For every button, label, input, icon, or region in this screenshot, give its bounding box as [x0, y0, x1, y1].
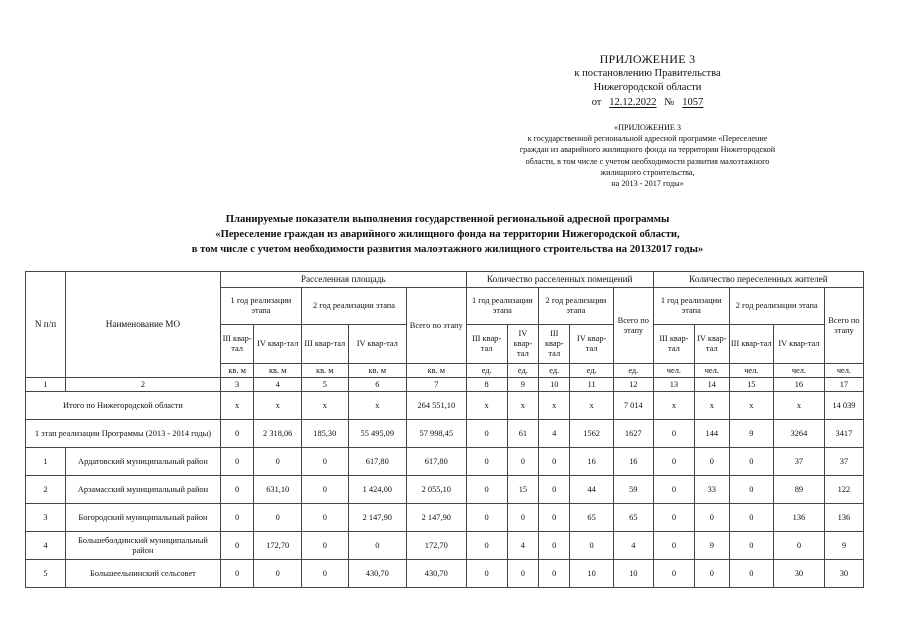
column-number: 17 [824, 378, 863, 392]
value-cell: 0 [220, 476, 254, 504]
value-cell: 9 [824, 532, 863, 560]
municipality-name: Ардатовский муниципальный район [66, 448, 221, 476]
summary-row-label: Итого по Нижегородской области [26, 392, 221, 420]
quote-line-5: на 2013 - 2017 годы» [611, 179, 684, 189]
table-row [26, 420, 864, 448]
value-cell: 16 [613, 448, 653, 476]
value-cell: 0 [302, 448, 349, 476]
header-residents-year1: 1 год реализации этапа [653, 288, 729, 325]
value-cell: 172,70 [254, 532, 302, 560]
appendix-line-2: Нижегородской области [593, 82, 702, 93]
row-number: 4 [26, 532, 66, 560]
header-quarter: III квар-тал [729, 325, 773, 364]
header-residents-year2: 2 год реализации этапа [729, 288, 824, 325]
unit-cell: ед. [570, 364, 613, 378]
value-cell: 2 318,06 [254, 420, 302, 448]
date-prefix: от [591, 96, 602, 108]
header-area-year1: 1 год реализации этапа [220, 288, 301, 325]
value-cell: 136 [773, 504, 824, 532]
value-cell: 1 424,00 [348, 476, 406, 504]
municipality-name: Большеболдинский муниципальный район [66, 532, 221, 560]
value-cell: 0 [539, 504, 570, 532]
column-number-row [26, 378, 864, 392]
header-quarter: IV квар-тал [773, 325, 824, 364]
column-number: 16 [773, 378, 824, 392]
value-cell: 631,10 [254, 476, 302, 504]
column-number: 3 [220, 378, 254, 392]
municipality-name: Большеельнинский сельсовет [66, 560, 221, 588]
value-cell: 617,80 [348, 448, 406, 476]
header-area-total: Всего по этапу [407, 288, 467, 364]
value-cell: 57 998,45 [407, 420, 467, 448]
value-cell: 0 [348, 532, 406, 560]
value-cell: x [348, 392, 406, 420]
value-cell: 0 [539, 560, 570, 588]
row-number: 5 [26, 560, 66, 588]
value-cell: 44 [570, 476, 613, 504]
appendix-title: ПРИЛОЖЕНИЕ 3 [599, 52, 696, 66]
column-number: 4 [254, 378, 302, 392]
value-cell: 0 [220, 448, 254, 476]
quote-line-3: области, в том числе с учетом необходимости развития малоэтажного [525, 156, 770, 166]
unit-cell: ед. [466, 364, 507, 378]
unit-cell: ед. [613, 364, 653, 378]
value-cell: x [507, 392, 538, 420]
value-cell: 0 [729, 560, 773, 588]
header-quarter: III квар-тал [653, 325, 694, 364]
title-line-1: Планируемые показатели выполнения государственной региональной адресной программы [225, 214, 670, 225]
header-area-group: Расселенная площадь [220, 272, 466, 288]
value-cell: 7 014 [613, 392, 653, 420]
program-reference [470, 122, 825, 189]
column-number: 8 [466, 378, 507, 392]
unit-cell: ед. [507, 364, 538, 378]
value-cell: 0 [539, 448, 570, 476]
unit-cell: чел. [729, 364, 773, 378]
value-cell: 1627 [613, 420, 653, 448]
header-rooms-year1: 1 год реализации этапа [466, 288, 539, 325]
value-cell: 0 [507, 448, 538, 476]
value-cell: 430,70 [407, 560, 467, 588]
value-cell: 37 [824, 448, 863, 476]
value-cell: 144 [694, 420, 729, 448]
value-cell: 55 495,09 [348, 420, 406, 448]
value-cell: 2 147,90 [407, 504, 467, 532]
row-number: 3 [26, 504, 66, 532]
value-cell: 136 [824, 504, 863, 532]
value-cell: 0 [466, 476, 507, 504]
value-cell: 10 [570, 560, 613, 588]
value-cell: 0 [653, 504, 694, 532]
value-cell: x [773, 392, 824, 420]
indicators-table [25, 271, 864, 588]
decree-date: 12.12.2022 [609, 96, 657, 108]
value-cell: 0 [254, 504, 302, 532]
column-number: 2 [66, 378, 221, 392]
value-cell: 0 [302, 504, 349, 532]
header-quarter: III квар-тал [302, 325, 349, 364]
value-cell: 0 [653, 560, 694, 588]
municipality-name: Арзамасский муниципальный район [66, 476, 221, 504]
value-cell: 0 [466, 448, 507, 476]
value-cell: 0 [729, 532, 773, 560]
value-cell: 0 [302, 560, 349, 588]
header-quarter: III квар-тал [539, 325, 570, 364]
value-cell: 430,70 [348, 560, 406, 588]
unit-cell: чел. [694, 364, 729, 378]
value-cell: 3264 [773, 420, 824, 448]
value-cell: x [466, 392, 507, 420]
value-cell: 0 [254, 560, 302, 588]
value-cell: x [302, 392, 349, 420]
value-cell: 617,80 [407, 448, 467, 476]
header-area-year2: 2 год реализации этапа [302, 288, 407, 325]
value-cell: x [729, 392, 773, 420]
table-row [26, 476, 864, 504]
unit-cell: кв. м [348, 364, 406, 378]
municipality-name: Богородский муниципальный район [66, 504, 221, 532]
value-cell: 30 [773, 560, 824, 588]
quote-line-4: жилищного строительства, [600, 167, 695, 177]
table-row [26, 560, 864, 588]
value-cell: 0 [653, 532, 694, 560]
header-name: Наименование МО [66, 272, 221, 378]
value-cell: 185,30 [302, 420, 349, 448]
value-cell: 0 [694, 560, 729, 588]
table-row [26, 532, 864, 560]
row-number: 2 [26, 476, 66, 504]
header-residents-group: Количество переселенных жителей [653, 272, 863, 288]
header-quarter: III квар-тал [220, 325, 254, 364]
column-number: 7 [407, 378, 467, 392]
table-row [26, 392, 864, 420]
summary-row-label: 1 этап реализации Программы (2013 - 2014 годы) [26, 420, 221, 448]
table-body [26, 392, 864, 588]
value-cell: 0 [539, 532, 570, 560]
unit-cell: кв. м [407, 364, 467, 378]
value-cell: 9 [729, 420, 773, 448]
value-cell: 0 [507, 560, 538, 588]
unit-cell: кв. м [254, 364, 302, 378]
value-cell: 0 [570, 532, 613, 560]
column-number: 14 [694, 378, 729, 392]
header-quarter: IV квар-тал [348, 325, 406, 364]
column-number: 12 [613, 378, 653, 392]
header-rooms-total: Всего по этапу [613, 288, 653, 364]
value-cell: 14 039 [824, 392, 863, 420]
column-number: 1 [26, 378, 66, 392]
column-number: 10 [539, 378, 570, 392]
unit-cell: чел. [773, 364, 824, 378]
quote-title: «ПРИЛОЖЕНИЕ 3 [613, 123, 682, 132]
value-cell: 0 [694, 448, 729, 476]
value-cell: 3417 [824, 420, 863, 448]
header-quarter: IV квар-тал [570, 325, 613, 364]
column-number: 13 [653, 378, 694, 392]
value-cell: 15 [507, 476, 538, 504]
value-cell: 65 [613, 504, 653, 532]
value-cell: 59 [613, 476, 653, 504]
column-number: 5 [302, 378, 349, 392]
header-rooms-group: Количество расселенных помещений [466, 272, 653, 288]
value-cell: 0 [466, 560, 507, 588]
value-cell: x [653, 392, 694, 420]
value-cell: 0 [729, 476, 773, 504]
document-title [90, 212, 805, 257]
header-residents-total: Всего по этапу [824, 288, 863, 364]
quote-line-1: к государственной региональной адресной программе «Переселение [527, 134, 768, 144]
column-number: 9 [507, 378, 538, 392]
value-cell: 0 [220, 420, 254, 448]
value-cell: 1562 [570, 420, 613, 448]
value-cell: 0 [773, 532, 824, 560]
value-cell: x [539, 392, 570, 420]
value-cell: 9 [694, 532, 729, 560]
value-cell: 0 [694, 504, 729, 532]
value-cell: 122 [824, 476, 863, 504]
column-number: 15 [729, 378, 773, 392]
title-line-2: «Переселение граждан из аварийного жилищного фонда на территории Нижегородской области, [215, 229, 680, 240]
value-cell: 4 [613, 532, 653, 560]
value-cell: 16 [570, 448, 613, 476]
table-row [26, 504, 864, 532]
value-cell: 0 [539, 476, 570, 504]
value-cell: 89 [773, 476, 824, 504]
value-cell: 2 147,90 [348, 504, 406, 532]
row-number: 1 [26, 448, 66, 476]
value-cell: 0 [507, 504, 538, 532]
value-cell: 0 [729, 504, 773, 532]
header-quarter: III квар-тал [466, 325, 507, 364]
header-rooms-year2: 2 год реализации этапа [539, 288, 614, 325]
value-cell: 4 [507, 532, 538, 560]
value-cell: 37 [773, 448, 824, 476]
value-cell: 0 [466, 504, 507, 532]
unit-cell: кв. м [302, 364, 349, 378]
value-cell: 264 551,10 [407, 392, 467, 420]
decree-number: 1057 [682, 96, 704, 108]
number-prefix: № [664, 96, 675, 108]
unit-cell: кв. м [220, 364, 254, 378]
header-quarter: IV квар-тал [694, 325, 729, 364]
value-cell: x [254, 392, 302, 420]
header-quarter: IV квар-тал [254, 325, 302, 364]
value-cell: x [570, 392, 613, 420]
quote-line-2: граждан из аварийного жилищного фонда на территории Нижегородской [519, 145, 776, 155]
value-cell: 0 [254, 448, 302, 476]
value-cell: 0 [302, 532, 349, 560]
value-cell: 0 [653, 448, 694, 476]
table-row [26, 448, 864, 476]
value-cell: 0 [653, 476, 694, 504]
appendix-header [520, 52, 775, 110]
value-cell: 33 [694, 476, 729, 504]
value-cell: 4 [539, 420, 570, 448]
value-cell: x [694, 392, 729, 420]
unit-cell: чел. [653, 364, 694, 378]
value-cell: 0 [466, 532, 507, 560]
value-cell: 30 [824, 560, 863, 588]
value-cell: 65 [570, 504, 613, 532]
column-number: 6 [348, 378, 406, 392]
value-cell: 61 [507, 420, 538, 448]
value-cell: 0 [302, 476, 349, 504]
value-cell: 0 [729, 448, 773, 476]
header-num: N п/п [26, 272, 66, 378]
value-cell: 10 [613, 560, 653, 588]
header-quarter: IV квар-тал [507, 325, 538, 364]
appendix-line-1: к постановлению Правительства [574, 67, 721, 79]
column-number: 11 [570, 378, 613, 392]
value-cell: 0 [220, 532, 254, 560]
unit-cell: ед. [539, 364, 570, 378]
value-cell: x [220, 392, 254, 420]
value-cell: 0 [653, 420, 694, 448]
value-cell: 0 [220, 504, 254, 532]
value-cell: 0 [220, 560, 254, 588]
value-cell: 2 055,10 [407, 476, 467, 504]
title-line-3: в том числе с учетом необходимости развития малоэтажного жилищного строительства на 20132017 годы» [191, 244, 704, 255]
unit-cell: чел. [824, 364, 863, 378]
table-header [26, 272, 864, 392]
value-cell: 0 [466, 420, 507, 448]
value-cell: 172,70 [407, 532, 467, 560]
appendix-date-line [520, 96, 775, 111]
